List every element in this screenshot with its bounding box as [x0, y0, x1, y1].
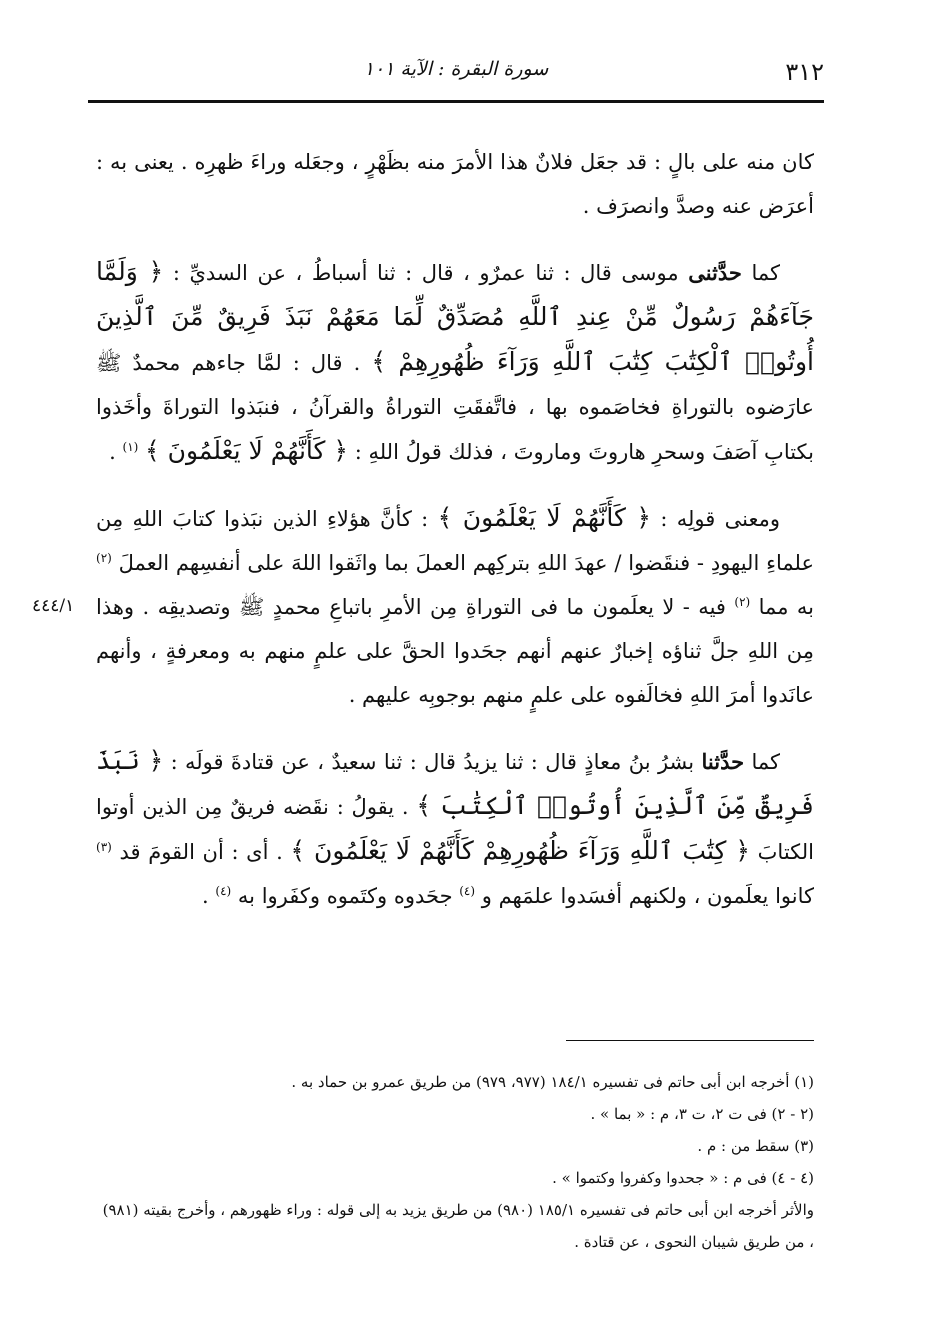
text-run: به مما	[758, 595, 814, 619]
quran-verse: ﴿ وَلَمَّا جَآءَهُمْ رَسُولٌ مِّنْ عِندِ ٱللَّهِ مُصَدِّقٌ لِّمَا مَعَهُمْ نَبَذَ فَرِيقٌ مِّنَ ٱلَّذِينَ أُوتُوا۟ ٱلْكِتَٰبَ كِتَٰبَ ٱللَّهِ وَرَآءَ ظُهُورِهِمْ ﴾	[96, 257, 814, 376]
running-title: سورة البقرة : الآية ١٠١	[363, 58, 549, 80]
footnote-marker: (٤)	[459, 884, 476, 898]
paragraph-1	[96, 140, 814, 228]
text-run: ومعنى قولِه :	[660, 507, 780, 531]
footnote-marker: (٣)	[96, 840, 112, 854]
footnote-separator	[566, 1040, 814, 1041]
text-run: جحَدوه وكتَموه وكفَروا به	[237, 884, 453, 908]
paragraph-2	[96, 250, 814, 474]
footnote-marker: (١)	[122, 440, 139, 454]
text-run: كما	[751, 750, 780, 774]
text-run: فيه - لا يعلَمون ما فى التوراةِ مِن الأمرِ باتباعِ محمدٍ ﷺ وتصديقِه . وهذا مِن اللهِ جلَّ ثناؤه إخبارٌ عنهم أنهم جحَدوا الحقَّ على علمٍ منهم به ومعرفةٍ ، وأنهم عانَدوا أمرَ اللهِ فخالَفوه على علمٍ منهم بوجوبِه عليهم .	[96, 595, 814, 707]
page-number: ٣١٢	[785, 58, 824, 86]
text-run: موسى قال : ثنا عمرٌو ، قال : ثنا أسباطُ ، عن السديِّ :	[172, 261, 679, 285]
footnote-4: (٤ - ٤) فى م : « جحدوا وكفروا وكتموا » .	[552, 1169, 814, 1187]
paragraph-1-text: كان منه على بالٍ : قد جعَل فلانٌ هذا الأمرَ منه بظَهْرٍ ، وجعَله وراءَ ظهرِه . يعنى به : أعرَض عنه وصدَّ وانصرَف .	[96, 150, 814, 218]
page-header	[88, 52, 824, 96]
text-run: .	[202, 884, 209, 908]
text-run: . يقولُ : نقَضه فريقٌ مِن الذين أوتوا الكتابَ	[96, 795, 814, 864]
footnote-marker: (٢)	[734, 595, 751, 609]
text-run: كما	[751, 261, 781, 285]
footnote-marker: (٢)	[96, 551, 112, 565]
footnote-marker: (٤)	[215, 884, 232, 898]
quran-verse: ﴿ كَأَنَّهُمْ لَا يَعْلَمُونَ ﴾	[145, 436, 349, 465]
footnote-2: (٢ - ٢) فى ت ٢، ت ٣، م : « بما » .	[590, 1105, 814, 1123]
paragraph-4	[96, 739, 814, 918]
header-rule	[88, 100, 824, 103]
text-run: : كأنَّ هؤلاءِ الذين نبَذوا كتابَ اللهِ مِن علماءِ اليهودِ - فنقَضوا / عهدَ اللهِ بتركِهم العملَ بما واثَقوا اللهَ على أنفسِهم العملَ	[96, 507, 814, 575]
text-run: بشرُ بنُ معاذٍ قال : ثنا يزيدُ قال : ثنا سعيدٌ ، عن قتادةَ قولَه :	[170, 750, 695, 774]
footnote-1: (١) أخرجه ابن أبى حاتم فى تفسيره ١٨٤/١ (٩٧٧، ٩٧٩) من طريق عمرو بن حماد به .	[291, 1073, 814, 1091]
text-run: كانوا يعلَمون ، ولكنهم أفسَدوا علمَهم و	[481, 884, 814, 908]
quran-verse: ﴿ كَأَنَّهُمْ لَا يَعْلَمُونَ ﴾	[437, 503, 652, 532]
footnote-3: (٣) سقط من : م .	[697, 1137, 814, 1155]
quran-verse: ﴿ كِتَٰبَ ٱللَّهِ وَرَآءَ ظُهُورِهِمْ كَأَنَّهُمْ لَا يَعْلَمُونَ ﴾	[290, 836, 750, 865]
footnote-5: والأثر أخرجه ابن أبى حاتم فى تفسيره ١٨٥/١ (٩٨٠) من طريق يزيد به إلى قوله : وراء ظهورهم ، وأخرج بقيته (٩٨١) ، من طريق شيبان النحوى ، عن قتادة .	[102, 1201, 814, 1251]
main-text	[96, 140, 814, 940]
text-run: . قال : لمَّا جاءهم محمدٌ ﷺ عارَضوه بالتوراةِ فخاصَموه بها ، فاتَّفقَتِ التوراةُ والقرآنُ ، فنبَذوا التوراةَ وأخَذوا بكتابِ آصَفَ وسحرِ هاروتَ وماروتَ ، فذلك قولُ اللهِ :	[96, 351, 814, 464]
text-run: . أى : أن القومَ قد	[119, 840, 283, 864]
margin-reference: ٤٤٤/١	[32, 596, 75, 616]
quran-verse: ﴿ نَبَذَ فَرِيقٌ مِّنَ ٱلَّذِينَ أُوتُوا۟ ٱلْكِتَٰبَ ﴾	[96, 746, 814, 820]
footnotes	[96, 1066, 814, 1258]
narration-keyword: حدَّثنا	[701, 749, 745, 774]
paragraph-3	[96, 496, 814, 717]
text-run: .	[109, 440, 116, 464]
narration-keyword: حدَّثنى	[688, 260, 742, 285]
